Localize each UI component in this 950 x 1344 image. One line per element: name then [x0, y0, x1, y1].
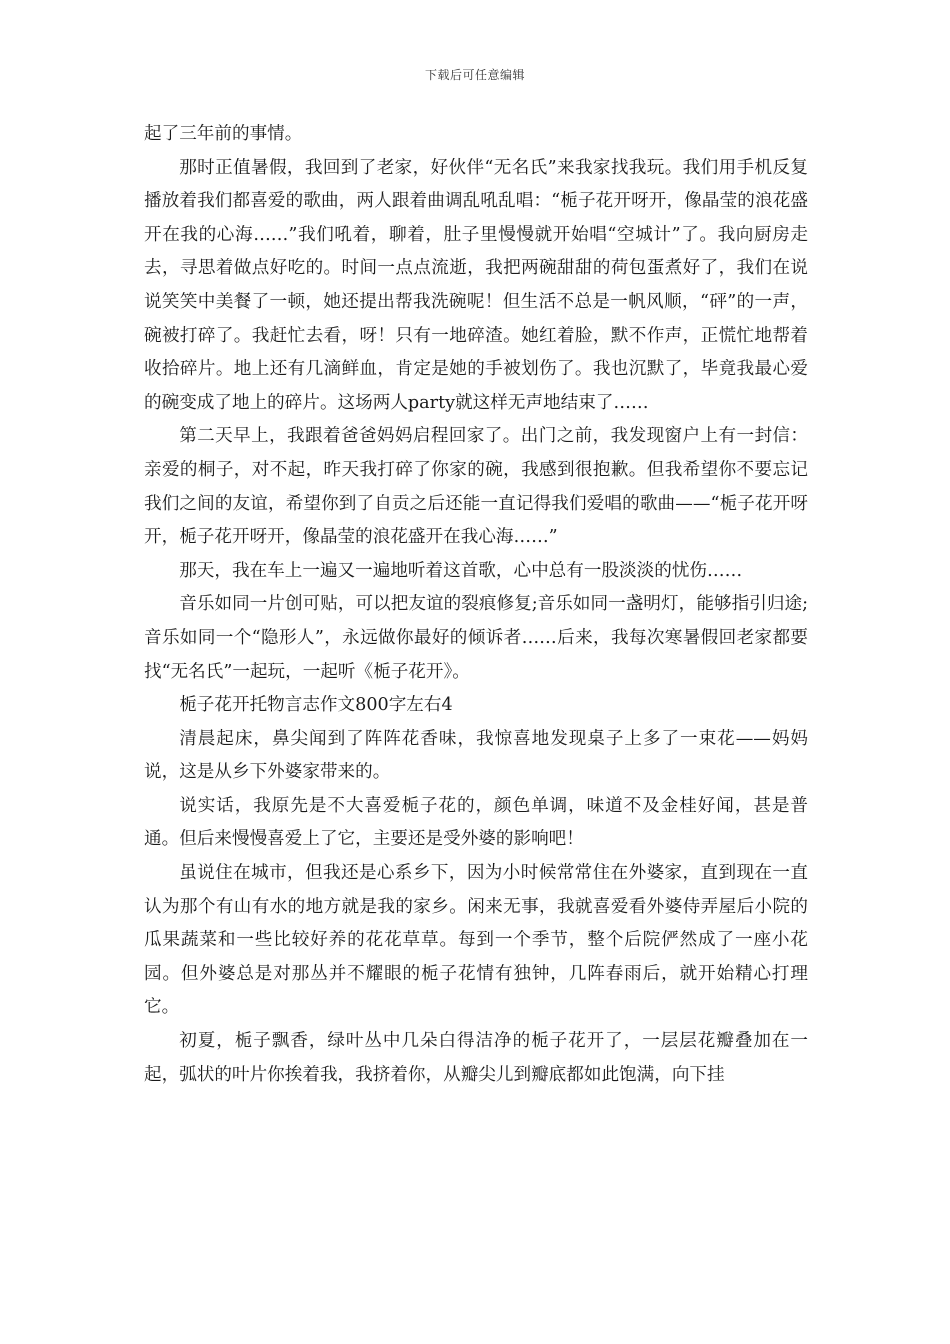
paragraph-4: 那天，我在车上一遍又一遍地听着这首歌，心中总有一股淡淡的忧伤……: [179, 560, 743, 581]
paragraph-9: 初夏，栀子飘香，绿叶丛中几朵白得洁净的栀子花开了，一层层花瓣叠加在一起，弧状的叶片你挨着我，我挤着你，从瓣尖儿到瓣底都如此饱满，向下挂: [144, 1031, 808, 1085]
paragraph-6: 清晨起床，鼻尖闻到了阵阵花香味，我惊喜地发现桌子上多了一束花——妈妈说，这是从乡下外婆家带来的。: [144, 728, 808, 783]
paragraph-5: 音乐如同一片创可贴，可以把友谊的裂痕修复;音乐如同一盏明灯，能够指引归途;音乐如同一个“隐形人”，永远做你最好的倾诉者……后来，我每次寒暑假回老家都要找“无名氏”一起玩，一起听《栀子花开》。: [144, 594, 808, 682]
section-title: 栀子花开托物言志作文800字左右4: [179, 695, 453, 716]
document-body: [144, 118, 808, 1092]
paragraph-3: 第二天早上，我跟着爸爸妈妈启程回家了。出门之前，我发现窗户上有一封信：亲爱的桐子，对不起，昨天我打碎了你家的碗，我感到很抱歉。但我希望你不要忘记我们之间的友谊，希望你到了自贡之后还能一直记得我们爱唱的歌曲——“栀子花开呀开，栀子花开呀开，像晶莹的浪花盛开在我心海……”: [144, 426, 808, 548]
paragraph-1: 起了三年前的事情。: [144, 124, 303, 144]
paragraph-8: 虽说住在城市，但我还是心系乡下，因为小时候常常住在外婆家，直到现在一直认为那个有山有水的地方就是我的家乡。闲来无事，我就喜爱看外婆侍弄屋后小院的瓜果蔬菜和一些比较好养的花花草草。每到一个季节，整个后院俨然成了一座小花园。但外婆总是对那丛并不耀眼的栀子花情有独钟，几阵春雨后，就开始精心打理它。: [144, 863, 808, 1018]
paragraph-2: 那时正值暑假，我回到了老家，好伙伴“无名氏”来我家找我玩。我们用手机反复播放着我们都喜爱的歌曲，两人跟着曲调乱吼乱唱：“栀子花开呀开，像晶莹的浪花盛开在我的心海……”我们吼着，聊着，肚子里慢慢就开始唱“空城计”了。我向厨房走去，寻思着做点好吃的。时间一点点流逝，我把两碗甜甜的荷包蛋煮好了，我们在说说笑笑中美餐了一顿，她还提出帮我洗碗呢！但生活不总是一帆风顺，“砰”的一声，碗被打碎了。我赶忙去看，呀！只有一地碎渣。她红着脸，默不作声，正慌忙地帮着收拾碎片。地上还有几滴鲜血，肯定是她的手被划伤了。我也沉默了，毕竟我最心爱的碗变成了地上的碎片。这场两人party就这样无声地结束了……: [144, 157, 808, 413]
paragraph-7: 说实话，我原先是不大喜爱栀子花的，颜色单调，味道不及金桂好闻，甚是普通。但后来慢慢喜爱上了它，主要还是受外婆的影响吧！: [144, 795, 808, 850]
page-header: 下载后可任意编辑: [424, 68, 525, 82]
